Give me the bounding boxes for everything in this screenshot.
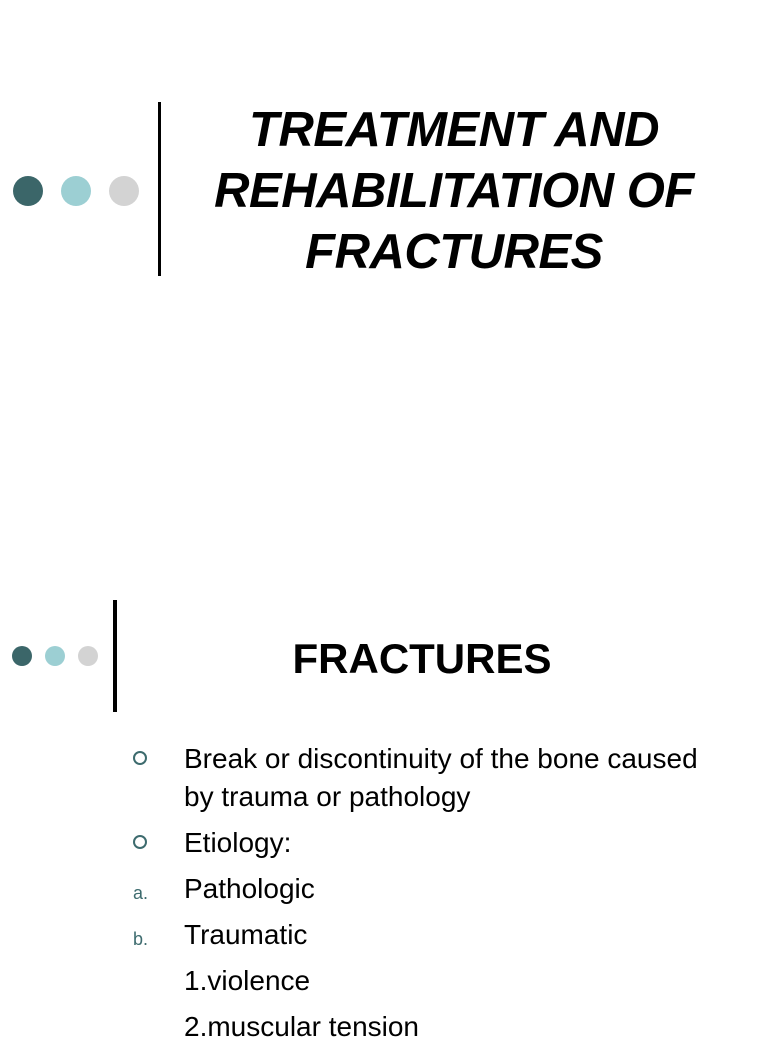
vertical-divider [158,102,161,276]
gray-dot [78,646,98,666]
fractures-slide [0,560,768,1042]
bullet-text: 2.muscular tension [184,1011,420,1042]
light-teal-dot [61,176,91,206]
letter-bullet-marker: a. [133,883,149,903]
bullet-text: 1.violence [184,965,311,996]
letter-bullet-marker: b. [133,929,149,949]
bullet-text: Break or discontinuity of the bone caused by trauma or pathology [184,743,698,812]
slide-title: TREATMENT AND REHABILITATION OF FRACTURES [214,103,694,279]
bullet-text: Pathologic [184,873,315,904]
ring-bullet-icon [133,835,147,849]
slide-title: FRACTURES [292,635,552,682]
vertical-divider [113,600,117,712]
ring-bullet-icon [133,751,147,765]
dark-teal-dot [13,176,43,206]
bullet-item [0,870,768,908]
bullet-text: Traumatic [184,919,308,950]
bullet-text: Etiology: [184,827,292,858]
light-teal-dot [45,646,65,666]
bullet-item [0,916,768,954]
gray-dot [109,176,139,206]
bullet-list [0,740,768,1054]
bullet-item [0,962,768,1000]
dark-teal-dot [12,646,32,666]
bullet-item [0,1008,768,1046]
bullet-item [0,740,768,816]
bullet-item [0,824,768,862]
